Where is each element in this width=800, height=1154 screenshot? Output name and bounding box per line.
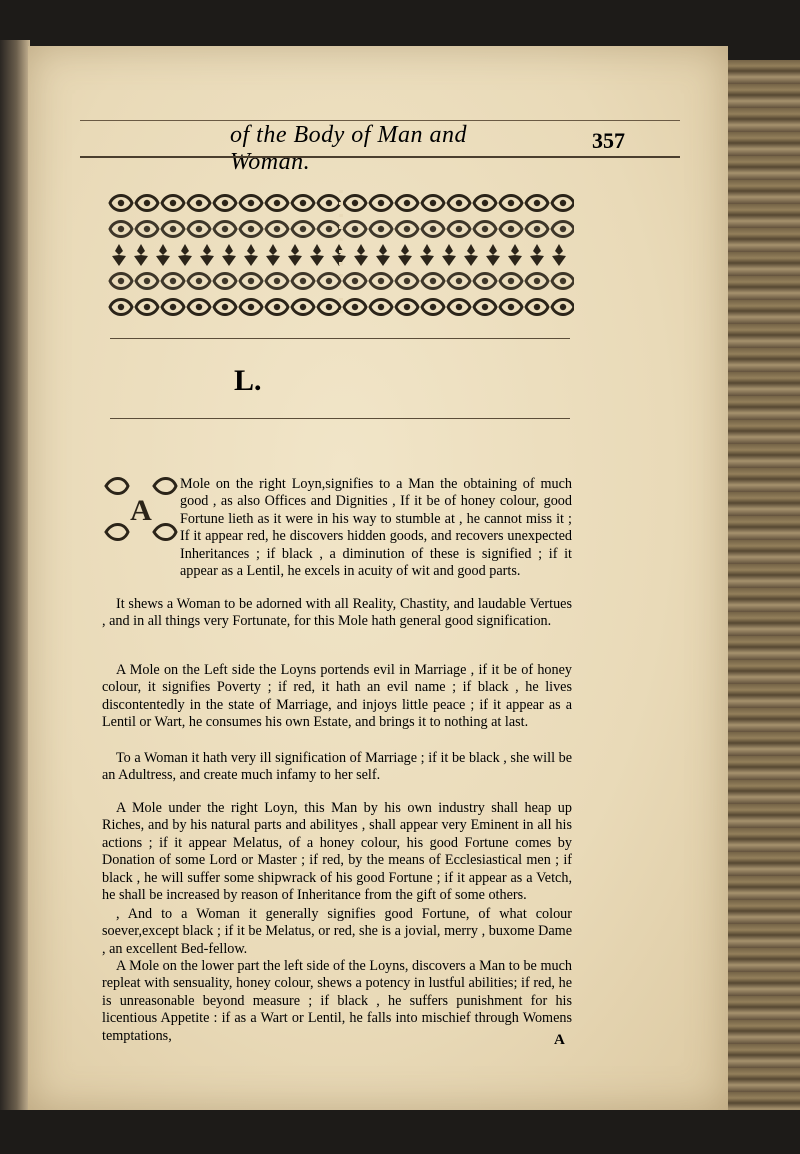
- paragraph-2: [102, 596, 572, 631]
- dropcap-ornament: [102, 474, 180, 544]
- header-rule-top: [80, 120, 680, 121]
- book-page-edges: [728, 60, 800, 1110]
- header-rule-bottom: [80, 156, 680, 158]
- catchword: A: [554, 1032, 565, 1048]
- ornament-rule: [110, 338, 570, 339]
- paragraph-text: A Mole on the lower part the left side of the Loyns, discovers a Man to be much repleat with sensuality, honey colour, shews a potency in lustful abilities; if red, he is unreasonable beyond measure ; if black , he suffers punishment for his licentious Appetite : if as a Wart or Lentil, he falls into mischief through Womens temptations,: [102, 958, 572, 1044]
- printers-ornament-band: [108, 190, 574, 316]
- paragraph-5: [102, 800, 572, 904]
- book-binding-left: [0, 40, 30, 1110]
- paragraph-text: It shews a Woman to be adorned with all Reality, Chastity, and laudable Vertues , and in all things very Fortunate, for this Mole hath general good signification.: [102, 596, 572, 630]
- paragraph-text: A Mole on the Left side the Loyns portends evil in Marriage , if it be of honey colour, it signifies Poverty ; if red, it hath an evil name ; if black , he lives discontentedly in the state of Marriage, and injoys little peace ; if it appear as a Lentil or Wart, he consumes his own Estate, and brings it to nothing at last.: [102, 662, 572, 731]
- running-head: of the Body of Man and Woman.: [230, 122, 467, 175]
- paragraph-text: Mole on the right Loyn,signifies to a Man the obtaining of much good , as also Offices and Dignities , If it be of honey colour, good Fortune lieth as it were in his way to stumble at , he cannot miss it ; If it appear red, he discovers hidden goods, and recovers unexpected Inheritances ; if black , a diminution of these is signified ; if it appear as a Lentil, he excels in acuity of wit and good parts.: [180, 476, 572, 580]
- paragraph-7: [102, 958, 572, 1045]
- dropcap-letter: A: [130, 494, 152, 527]
- section-letter: L.: [234, 364, 262, 397]
- paragraph-6: [102, 906, 572, 958]
- page-number: 357: [592, 128, 625, 153]
- paragraph-3: [102, 662, 572, 732]
- paragraph-1: [180, 476, 572, 580]
- section-rule: [110, 418, 570, 419]
- paragraph-text: , And to a Woman it generally signifies good Fortune, of what colour soever,except black ; if it be Melatus, or red, she is a jovial, merry , buxome Dame , an excellent Bed-fellow.: [102, 906, 572, 957]
- paragraph-text: To a Woman it hath very ill signification of Marriage ; if it be black , she will be an Adultress, and create much infamy to her self.: [102, 750, 572, 784]
- paragraph-text: A Mole under the right Loyn, this Man by his own industry shall heap up Riches, and by his natural parts and abilityes , shall appear very Eminent in all his actions ; if it appear Melatus, of a honey colour, his good Fortune comes by Donation of some Lord or Master ; if red, by the means of Ecclesiastical men ; if black , he will suffer some shipwrack of his good Fortune ; if it appear as a Vetch, he shall be increased by reason of Inheritance from the gift of some others.: [102, 800, 572, 904]
- paragraph-4: [102, 750, 572, 785]
